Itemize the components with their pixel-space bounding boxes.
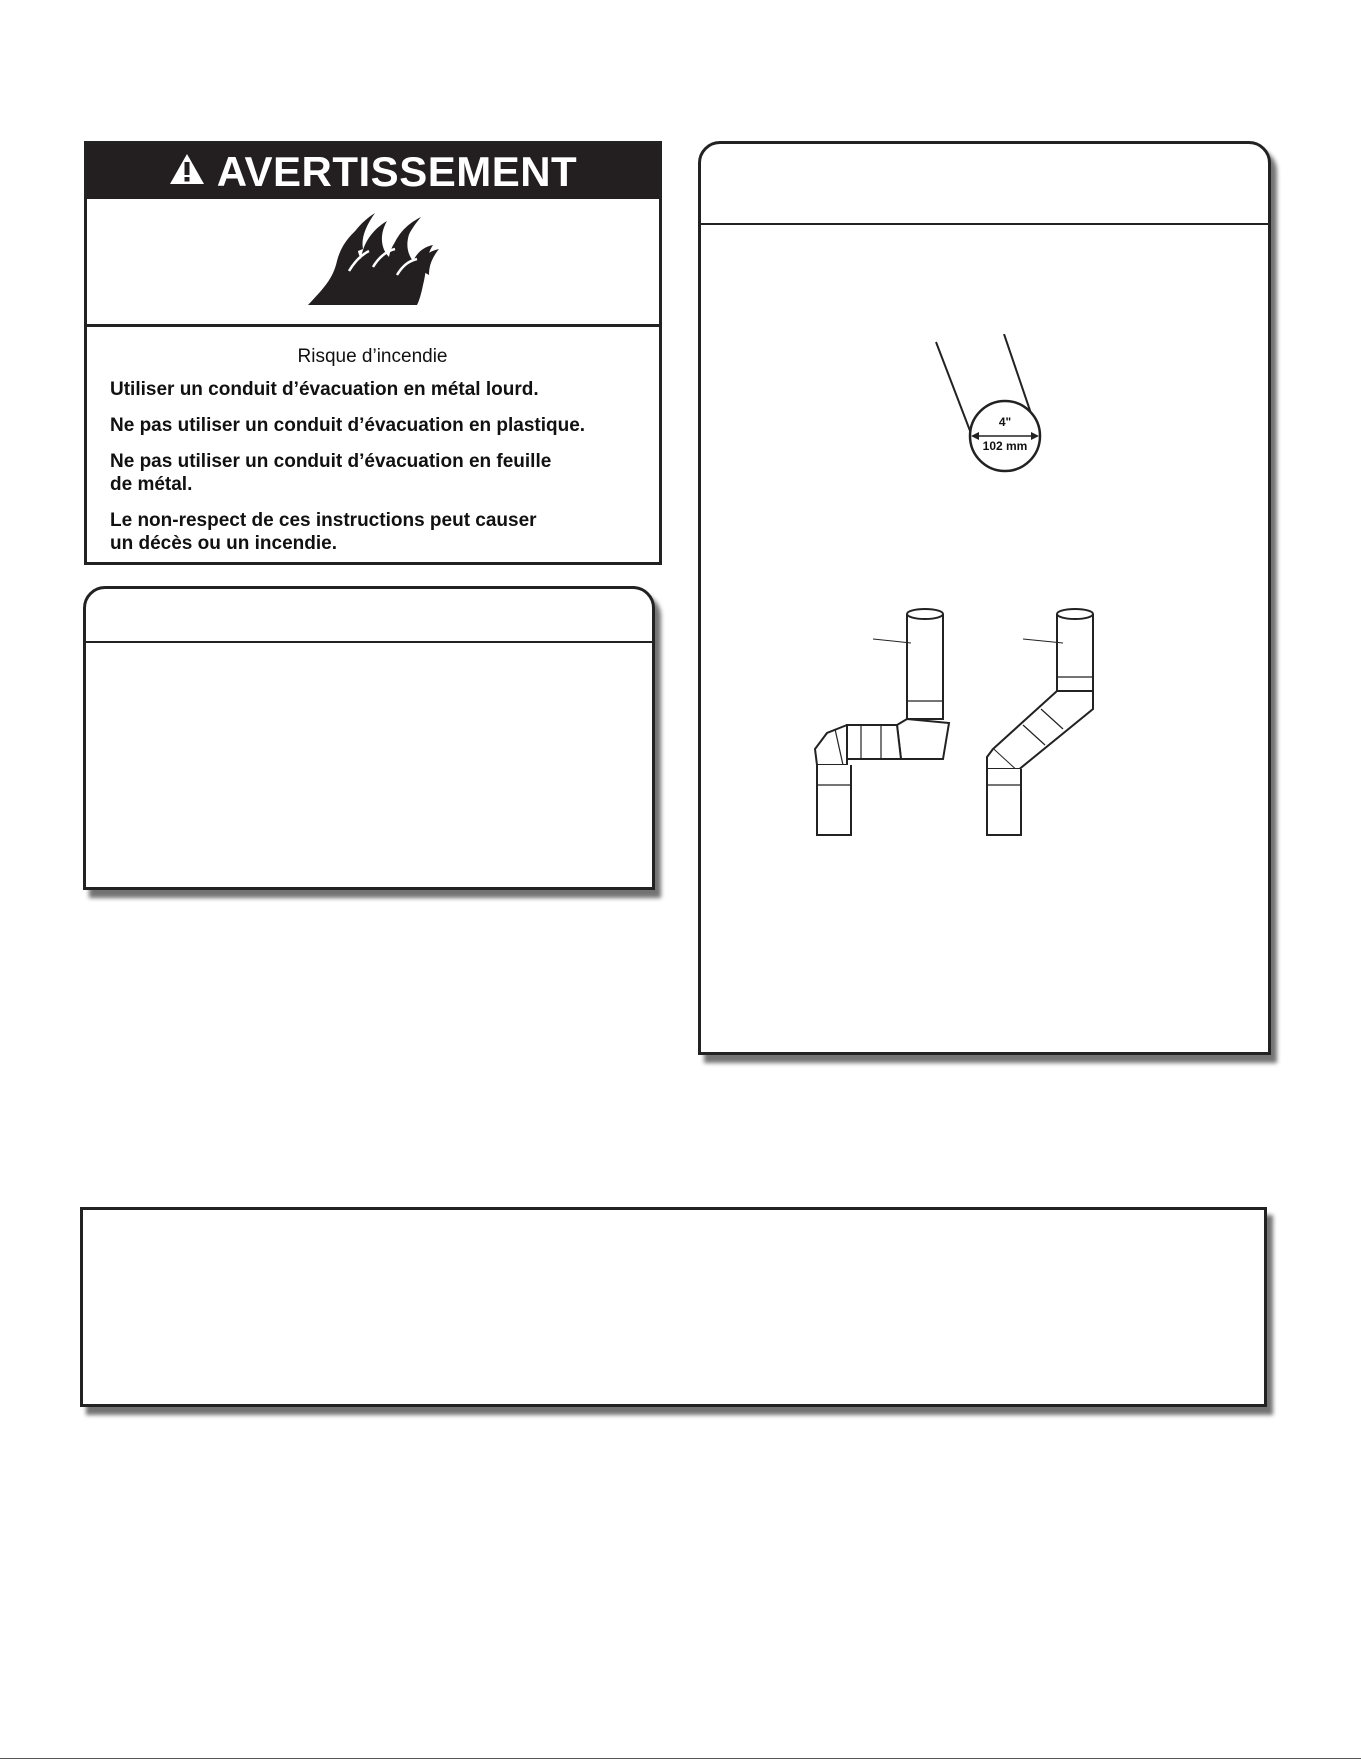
warning-box (84, 141, 662, 565)
diameter-label-mm: 102 mm (982, 439, 1028, 453)
warning-header (87, 144, 659, 199)
duct-elbow-assembly (815, 609, 949, 835)
diameter-label-inches: 4" (998, 415, 1012, 429)
warning-title: AVERTISSEMENT (216, 147, 578, 195)
warning-line-4: Le non-respect de ces instructions peut causer un décès ou un incendie. (110, 510, 537, 554)
duct-diameter-diagram (926, 334, 1056, 474)
duct-angled-assembly (987, 609, 1093, 835)
warning-text (87, 327, 659, 555)
warning-heading: Risque d’incendie (297, 346, 448, 367)
right-panel-header (701, 144, 1268, 225)
fire-flame-icon (303, 209, 443, 314)
bottom-info-panel (80, 1207, 1267, 1407)
warning-line-3: Ne pas utiliser un conduit d’évacuation en feuille de métal. (110, 451, 552, 495)
right-diagram-panel (698, 141, 1271, 1055)
offset-duct-diagram (801, 599, 1141, 839)
left-info-panel (83, 586, 655, 890)
warning-line-2: Ne pas utiliser un conduit d’évacuation en plastique. (110, 415, 586, 436)
left-panel-header (86, 589, 652, 643)
warning-line-1: Utiliser un conduit d’évacuation en métal lourd. (110, 379, 539, 400)
alert-triangle-icon (169, 153, 205, 190)
footer-rule (0, 1758, 1361, 1759)
hazard-symbol-area (87, 199, 659, 327)
